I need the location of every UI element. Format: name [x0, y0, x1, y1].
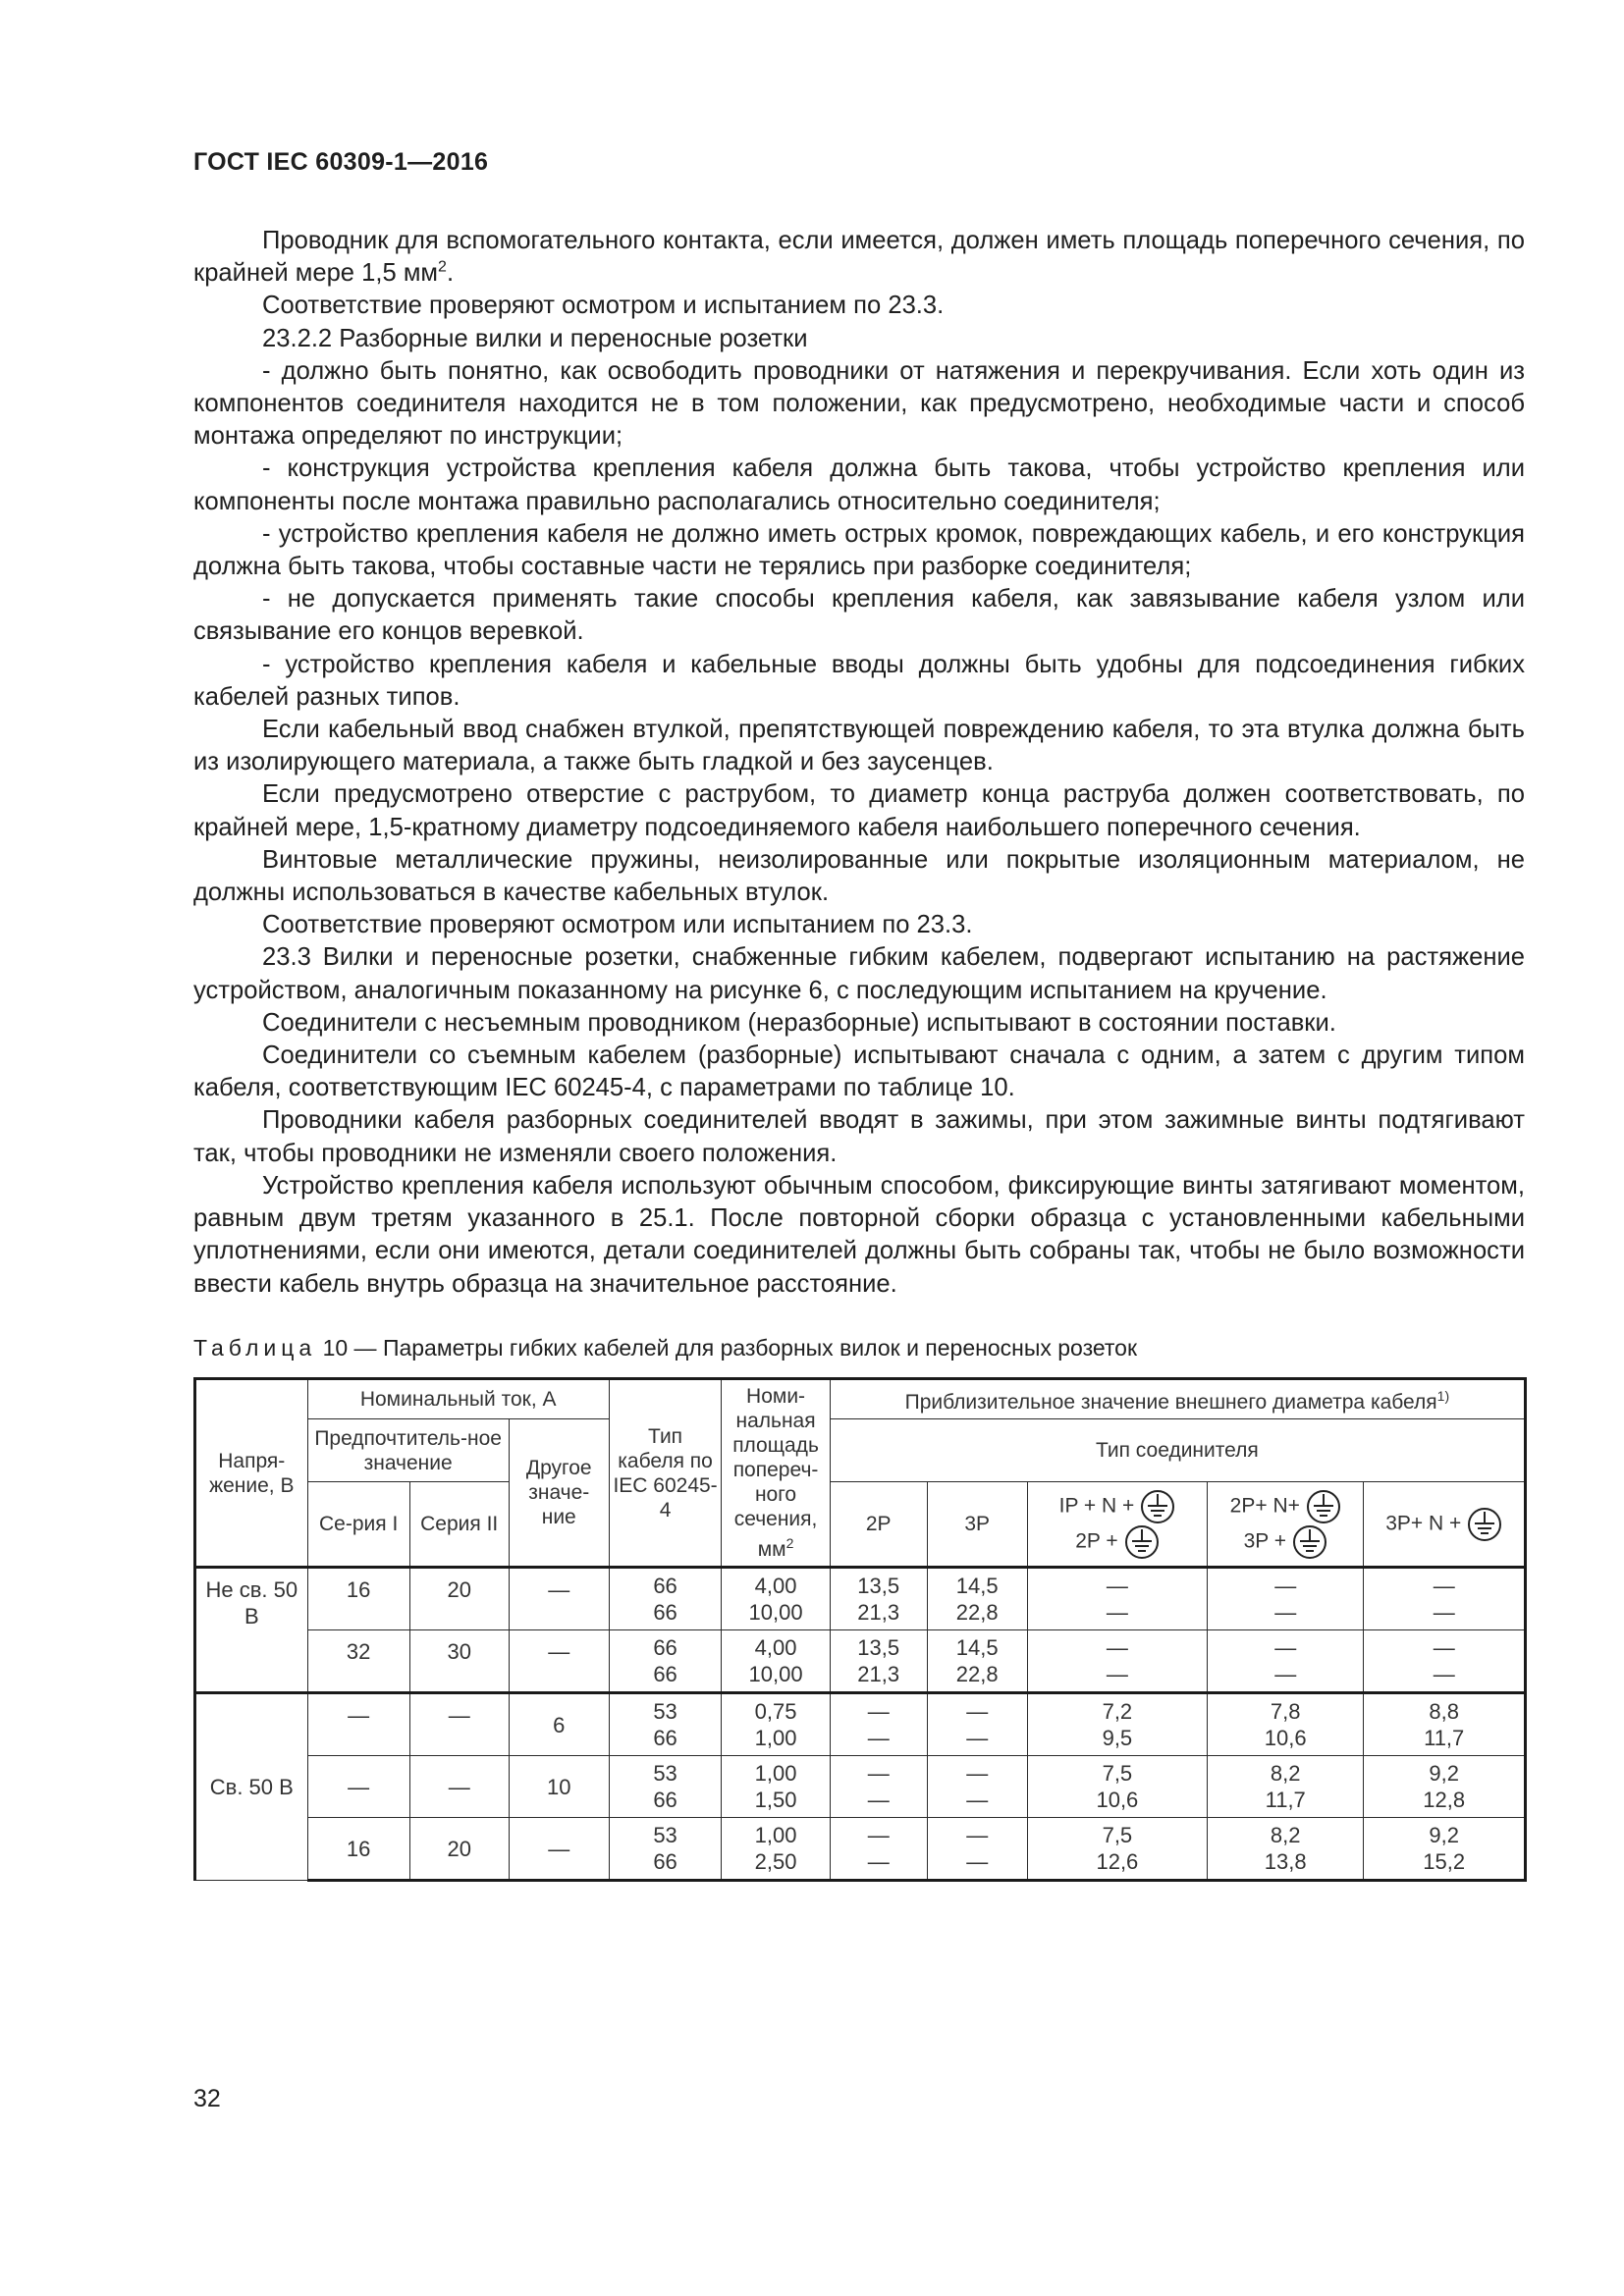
- cell: 8,8 11,7: [1364, 1693, 1526, 1756]
- cell: — —: [927, 1818, 1027, 1881]
- cell: — —: [1027, 1568, 1207, 1630]
- cell: 16: [307, 1568, 409, 1630]
- header-connector-type: Тип соединителя: [830, 1419, 1525, 1482]
- ground-icon: [1140, 1489, 1175, 1524]
- cell: 10: [509, 1756, 609, 1818]
- header-ip-n: IP + N + 2P +: [1027, 1482, 1207, 1568]
- cell: — —: [927, 1693, 1027, 1756]
- cell: 7,2 9,5: [1027, 1693, 1207, 1756]
- table-row: [195, 1568, 1526, 1630]
- cell: 32: [307, 1630, 409, 1693]
- cell: —: [307, 1693, 409, 1756]
- cell: 16: [307, 1818, 409, 1881]
- table-caption: Таблица 10 — Параметры гибких кабелей для разборных вилок и переносных розеток: [193, 1335, 1138, 1361]
- cell: — —: [830, 1693, 927, 1756]
- list-item: - устройство крепления кабеля и кабельные вводы должны быть удобны для подсоединения гибких кабелей разных типов.: [193, 650, 1525, 711]
- cell: 14,5 22,8: [927, 1568, 1027, 1630]
- section-heading: 23.2.2 Разборные вилки и переносные розетки: [262, 324, 808, 352]
- paragraph: Соответствие проверяют осмотром и испытанием по 23.3.: [262, 292, 945, 320]
- header-cable-type: Тип кабеля по IEC 60245-4: [609, 1379, 722, 1568]
- cell: 9,2 15,2: [1364, 1818, 1526, 1881]
- table-row: [195, 1693, 1526, 1756]
- header-preferred: Предпочтитель-ное значение: [307, 1419, 509, 1482]
- cell: 8,2 11,7: [1208, 1756, 1364, 1818]
- header-2p: 2P: [830, 1482, 927, 1568]
- cell: —: [409, 1756, 509, 1818]
- paragraph: Соединители с несъемным проводником (неразборные) испытывают в состоянии поставки.: [262, 1008, 1336, 1037]
- header-voltage: Напря-жение, В: [195, 1379, 308, 1568]
- voltage-group-2: Св. 50 В: [195, 1693, 308, 1881]
- cell: — —: [830, 1756, 927, 1818]
- list-item: - конструкция устройства крепления кабеля должна быть такова, чтобы устройство крепления или компоненты после монтажа правильно располагались относительно соединителя;: [193, 454, 1525, 515]
- header-series-2: Серия II: [409, 1482, 509, 1568]
- paragraph: Если предусмотрено отверстие с раструбом, то диаметр конца раструба должен соответствовать, по крайней мере, 1,5-кратному диаметру подсоединяемого кабеля наибольшего поперечного сечения.: [193, 780, 1525, 841]
- cell: 1,00 1,50: [722, 1756, 830, 1818]
- ground-icon: [1467, 1507, 1502, 1542]
- table-row: [195, 1756, 1526, 1818]
- cell: —: [509, 1818, 609, 1881]
- cell: —: [409, 1693, 509, 1756]
- table-row: [195, 1818, 1526, 1881]
- cell: 4,00 10,00: [722, 1630, 830, 1693]
- header-series-1: Се-рия I: [307, 1482, 409, 1568]
- table-row: [195, 1630, 1526, 1693]
- cell: 53 66: [609, 1818, 722, 1881]
- cell: 13,5 21,3: [830, 1630, 927, 1693]
- cell: 1,00 2,50: [722, 1818, 830, 1881]
- ground-icon: [1292, 1524, 1327, 1560]
- cell: —: [307, 1756, 409, 1818]
- cell: 66 66: [609, 1630, 722, 1693]
- cell: 6: [509, 1693, 609, 1756]
- cell: —: [509, 1568, 609, 1630]
- cell: — —: [1364, 1630, 1526, 1693]
- cell: 20: [409, 1568, 509, 1630]
- cell: — —: [1208, 1630, 1364, 1693]
- header-cross-section: Номи-нальная площадь попереч-ного сечения, $мм^2$: [722, 1379, 830, 1568]
- cell: 7,5 12,6: [1027, 1818, 1207, 1881]
- page-number: 32: [193, 2085, 221, 2112]
- cell: 20: [409, 1818, 509, 1881]
- paragraph: Устройство крепления кабеля используют обычным способом, фиксирующие винты затягивают моментом, равным двум третям указанного в 25.1. После повторной сборки образца с установленными кабельными уплотнениями, если они имеются, детали соединителей должны быть собраны так, чтобы не было возможности ввести кабель внутрь образца на значительное расстояние.: [193, 1171, 1525, 1298]
- cell: 66 66: [609, 1568, 722, 1630]
- list-item: - должно быть понятно, как освободить проводники от натяжения и перекручивания. Если хоть один из компонентов соединителя находится не в том положении, как предусмотрено, необходимые части и способ монтажа определяют по инструкции;: [193, 356, 1525, 451]
- header-other: Другое значе-ние: [509, 1419, 609, 1568]
- header-3p-n: 3P+ N +: [1364, 1482, 1526, 1568]
- cell: 0,75 1,00: [722, 1693, 830, 1756]
- paragraph: Винтовые металлические пружины, неизолированные или покрытые изоляционным материалом, не должны использоваться в качестве кабельных втулок.: [193, 845, 1525, 907]
- cell: — —: [1208, 1568, 1364, 1630]
- cell: 9,2 12,8: [1364, 1756, 1526, 1818]
- cell: — —: [927, 1756, 1027, 1818]
- header-diameter: Приблизительное значение внешнего диаметра кабеля$^{1)}$: [830, 1379, 1525, 1419]
- cell: 7,5 10,6: [1027, 1756, 1207, 1818]
- paragraph: Соединители со съемным кабелем (разборные) испытывают сначала с одним, а затем с другим типом кабеля, соответствующим IEC 60245-4, с параметрами по таблице 10.: [193, 1041, 1525, 1102]
- list-item: - не допускается применять такие способы крепления кабеля, как завязывание кабеля узлом или связывание его концов веревкой.: [193, 585, 1525, 646]
- paragraph: Проводник для вспомогательного контакта, если имеется, должен иметь площадь поперечного сечения, по крайней мере 1,5 $мм^2$.: [193, 227, 1525, 288]
- cable-parameters-table: [193, 1377, 1527, 1882]
- ground-icon: [1124, 1524, 1160, 1560]
- ground-icon: [1306, 1489, 1341, 1524]
- document-header: ГОСТ IEC 60309-1—2016: [193, 148, 489, 176]
- cell: 30: [409, 1630, 509, 1693]
- cell: 13,5 21,3: [830, 1568, 927, 1630]
- cell: 8,2 13,8: [1208, 1818, 1364, 1881]
- paragraph: Если кабельный ввод снабжен втулкой, препятствующей повреждению кабеля, то эта втулка должна быть из изолирующего материала, а также быть гладкой и без заусенцев.: [193, 716, 1525, 776]
- cell: —: [509, 1630, 609, 1693]
- voltage-group-1: Не св. 50 В: [195, 1568, 308, 1693]
- header-rated-current: Номинальный ток, А: [307, 1379, 609, 1419]
- cell: — —: [1364, 1568, 1526, 1630]
- cell: 7,8 10,6: [1208, 1693, 1364, 1756]
- paragraph: Соответствие проверяют осмотром или испытанием по 23.3.: [262, 911, 973, 939]
- cell: 53 66: [609, 1693, 722, 1756]
- cell: — —: [1027, 1630, 1207, 1693]
- header-3p: 3P: [927, 1482, 1027, 1568]
- cell: 53 66: [609, 1756, 722, 1818]
- body-text: [193, 225, 1525, 1301]
- paragraph: 23.3 Вилки и переносные розетки, снабженные гибким кабелем, подвергают испытанию на растяжение устройством, аналогичным показанному на рисунке 6, с последующим испытанием на кручение.: [193, 943, 1525, 1004]
- cell: 14,5 22,8: [927, 1630, 1027, 1693]
- list-item: - устройство крепления кабеля не должно иметь острых кромок, повреждающих кабель, и его конструкция должна быть такова, чтобы составные части не терялись при разборке соединителя;: [193, 519, 1525, 581]
- paragraph: Проводники кабеля разборных соединителей вводят в зажимы, при этом зажимные винты подтягивают так, чтобы проводники не изменяли своего положения.: [193, 1106, 1525, 1167]
- cell: 4,00 10,00: [722, 1568, 830, 1630]
- cell: — —: [830, 1818, 927, 1881]
- header-2p-n: 2P+ N+ 3P +: [1208, 1482, 1364, 1568]
